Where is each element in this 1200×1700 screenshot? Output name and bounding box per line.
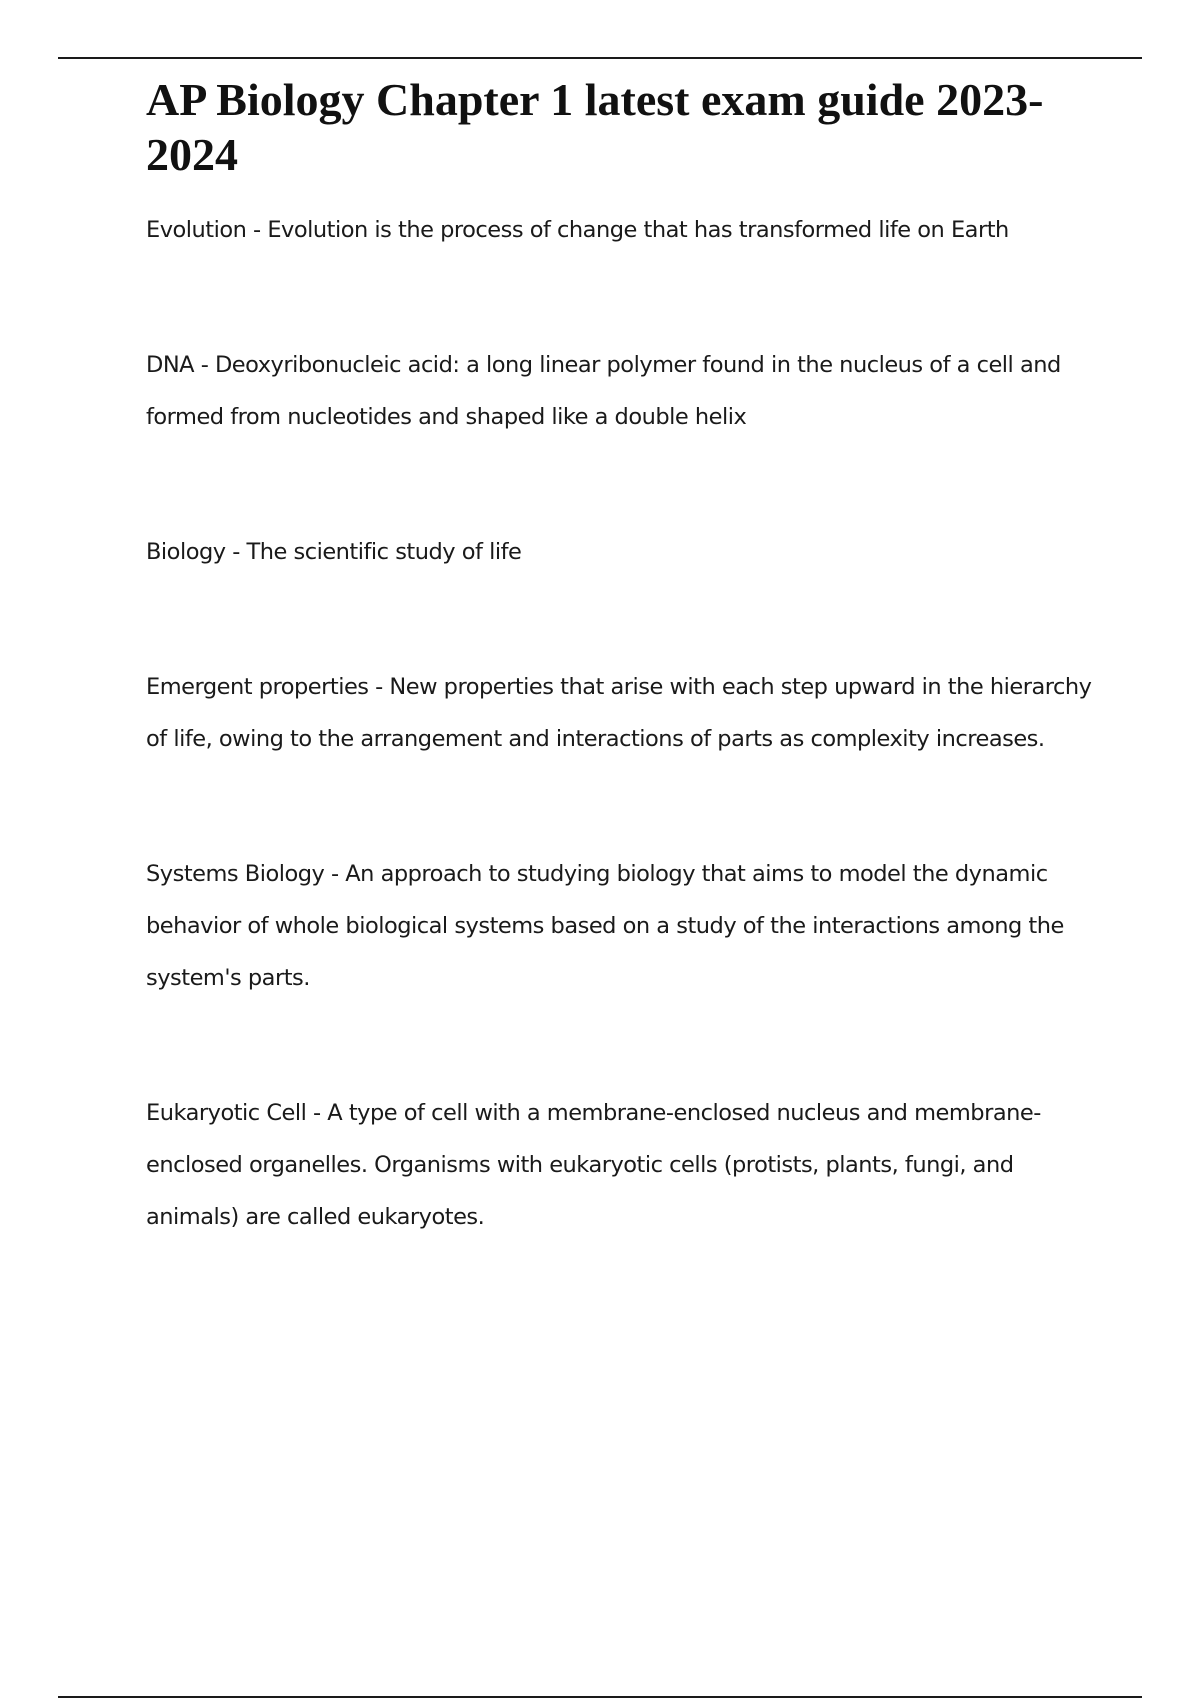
term-entry-evolution: Evolution - Evolution is the process of change that has transformed life on Earth — [146, 217, 1009, 243]
term-entry-dna: DNA - Deoxyribonucleic acid: a long linear polymer found in the nucleus of a cell and formed from nucleotides and shaped like a double helix — [146, 352, 1061, 430]
page-title: AP Biology Chapter 1 latest exam guide 2023-2024 — [146, 74, 1044, 180]
term-entry-emergent-properties: Emergent properties - New properties that arise with each step upward in the hierarchy of life, owing to the arrangement and interactions of parts as complexity increases. — [146, 674, 1092, 752]
top-rule — [58, 57, 1142, 59]
term-entry-eukaryotic-cell: Eukaryotic Cell - A type of cell with a membrane-enclosed nucleus and membrane-enclosed organelles. Organisms with eukaryotic cells (protists, plants, fungi, and animals) are called eukaryotes. — [146, 1100, 1041, 1230]
document-body — [146, 72, 1106, 1326]
term-entry-biology: Biology - The scientific study of life — [146, 539, 522, 565]
bottom-rule — [58, 1696, 1142, 1698]
term-entry-systems-biology: Systems Biology - An approach to studying biology that aims to model the dynamic behavior of whole biological systems based on a study of the interactions among the system's parts. — [146, 861, 1064, 991]
